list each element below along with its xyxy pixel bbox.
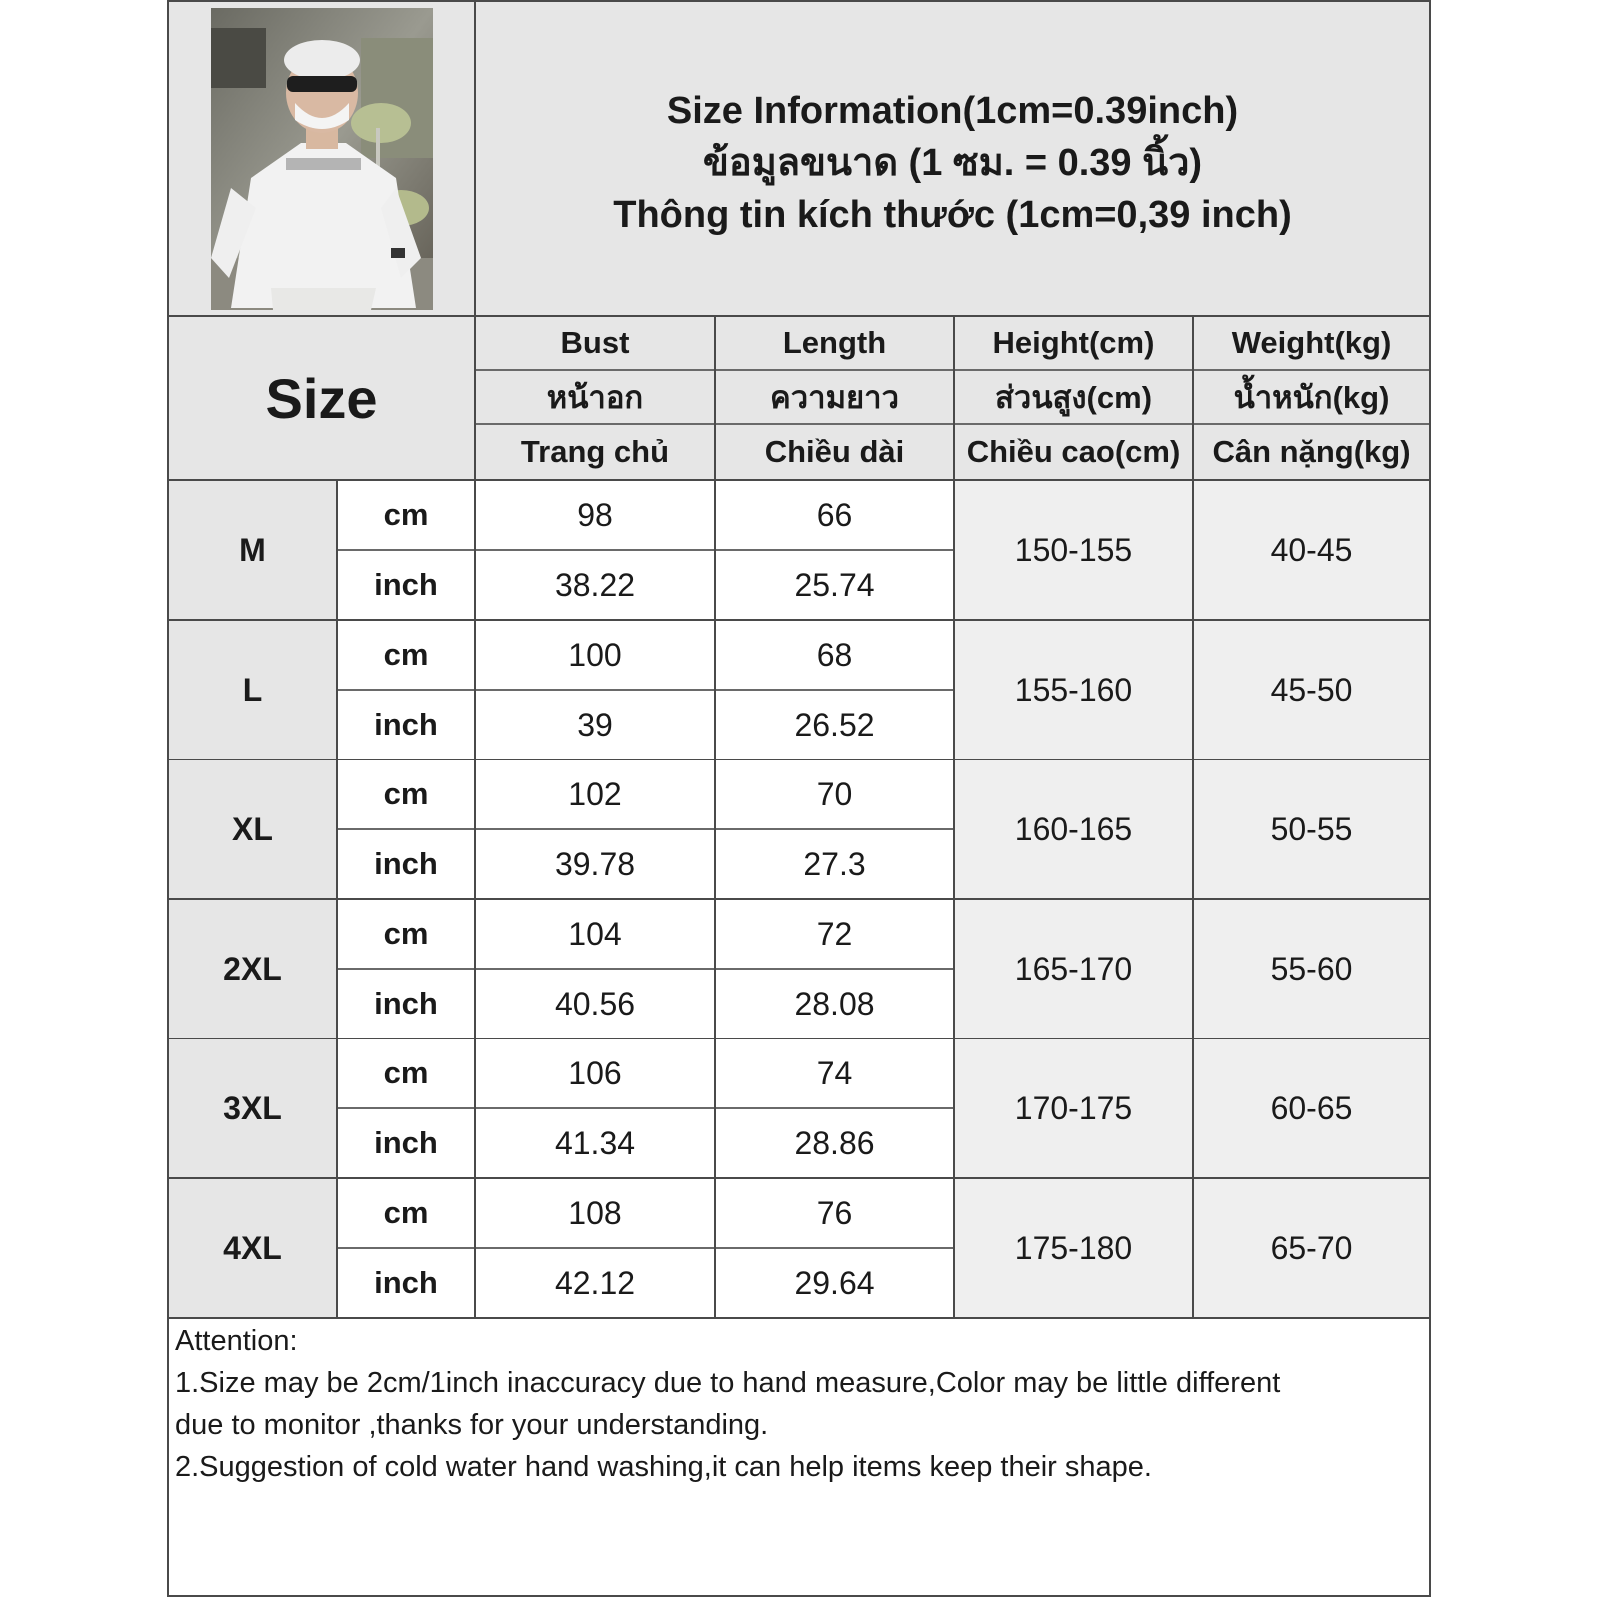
header-weight-vi: Cân nặng(kg) [1212, 434, 1411, 469]
header-bust-en: Bust [560, 325, 630, 360]
weight-range-value: 60-65 [1194, 1039, 1429, 1177]
weight-range-value: 65-70 [1194, 1179, 1429, 1317]
unit-inch-label: inch [338, 691, 474, 759]
attention-line-3: 2.Suggestion of cold water hand washing,it can help items keep their shape. [175, 1451, 1152, 1483]
bust-inch-value: 40.56 [476, 970, 714, 1038]
attention-line-2: due to monitor ,thanks for your understanding. [175, 1409, 769, 1441]
bust-inch-value: 39.78 [476, 830, 714, 898]
header-bust-th: หน้าอก [546, 380, 644, 415]
attention-notes [175, 1320, 1425, 1488]
height-range-value: 170-175 [955, 1039, 1192, 1177]
bust-cm-value: 100 [476, 621, 714, 689]
bust-cm-value: 106 [476, 1039, 714, 1107]
weight-range-value: 55-60 [1194, 900, 1429, 1038]
unit-cm-label: cm [338, 621, 474, 689]
unit-inch-label: inch [338, 970, 474, 1038]
unit-cm-label: cm [338, 900, 474, 968]
header-weight-en: Weight(kg) [1231, 325, 1392, 360]
bust-cm-value: 108 [476, 1179, 714, 1247]
title-english: Size Information(1cm=0.39inch) [666, 89, 1239, 132]
attention-line-1: 1.Size may be 2cm/1inch inaccuracy due to hand measure,Color may be little different [175, 1367, 1281, 1399]
header-height-vi: Chiều cao(cm) [966, 434, 1181, 469]
size-label: 4XL [169, 1179, 336, 1317]
weight-range-value: 50-55 [1194, 760, 1429, 898]
height-range-value: 150-155 [955, 481, 1192, 619]
length-cm-value: 76 [716, 1179, 953, 1247]
length-cm-value: 70 [716, 760, 953, 828]
unit-inch-label: inch [338, 1109, 474, 1177]
unit-cm-label: cm [338, 481, 474, 549]
height-range-value: 175-180 [955, 1179, 1192, 1317]
model-photo [211, 8, 433, 310]
bust-inch-value: 41.34 [476, 1109, 714, 1177]
size-label: 3XL [169, 1039, 336, 1177]
header-length-th: ความยาว [770, 380, 899, 415]
length-inch-value: 26.52 [716, 691, 953, 759]
unit-inch-label: inch [338, 551, 474, 619]
title-vietnamese: Thông tin kích thước (1cm=0,39 inch) [613, 193, 1292, 236]
unit-cm-label: cm [338, 760, 474, 828]
title-block [476, 2, 1429, 315]
bust-inch-value: 39 [476, 691, 714, 759]
header-height-en: Height(cm) [992, 325, 1155, 360]
length-inch-value: 27.3 [716, 830, 953, 898]
header-length-vi: Chiều dài [764, 434, 905, 469]
weight-range-value: 45-50 [1194, 621, 1429, 759]
header-height-th: ส่วนสูง(cm) [994, 380, 1153, 415]
header-weight-th: น้ำหนัก(kg) [1233, 380, 1390, 415]
unit-inch-label: inch [338, 830, 474, 898]
size-chart [167, 0, 1431, 1597]
size-label: 2XL [169, 900, 336, 1038]
title-thai: ข้อมูลขนาด (1 ซม. = 0.39 นิ้ว) [702, 141, 1203, 184]
bust-inch-value: 38.22 [476, 551, 714, 619]
unit-inch-label: inch [338, 1249, 474, 1317]
bust-cm-value: 104 [476, 900, 714, 968]
bust-cm-value: 98 [476, 481, 714, 549]
size-label: M [169, 481, 336, 619]
length-inch-value: 28.08 [716, 970, 953, 1038]
bust-inch-value: 42.12 [476, 1249, 714, 1317]
height-range-value: 155-160 [955, 621, 1192, 759]
header-length-en: Length [782, 325, 887, 360]
length-inch-value: 28.86 [716, 1109, 953, 1177]
header-bust-vi: Trang chủ [520, 434, 670, 469]
size-header-label: Size [265, 366, 378, 430]
height-range-value: 165-170 [955, 900, 1192, 1038]
bust-cm-value: 102 [476, 760, 714, 828]
length-cm-value: 68 [716, 621, 953, 689]
weight-range-value: 40-45 [1194, 481, 1429, 619]
length-inch-value: 29.64 [716, 1249, 953, 1317]
height-range-value: 160-165 [955, 760, 1192, 898]
size-label: L [169, 621, 336, 759]
size-header [169, 317, 474, 479]
unit-cm-label: cm [338, 1039, 474, 1107]
length-cm-value: 66 [716, 481, 953, 549]
size-label: XL [169, 760, 336, 898]
unit-cm-label: cm [338, 1179, 474, 1247]
length-inch-value: 25.74 [716, 551, 953, 619]
length-cm-value: 72 [716, 900, 953, 968]
length-cm-value: 74 [716, 1039, 953, 1107]
attention-heading: Attention: [175, 1325, 298, 1357]
